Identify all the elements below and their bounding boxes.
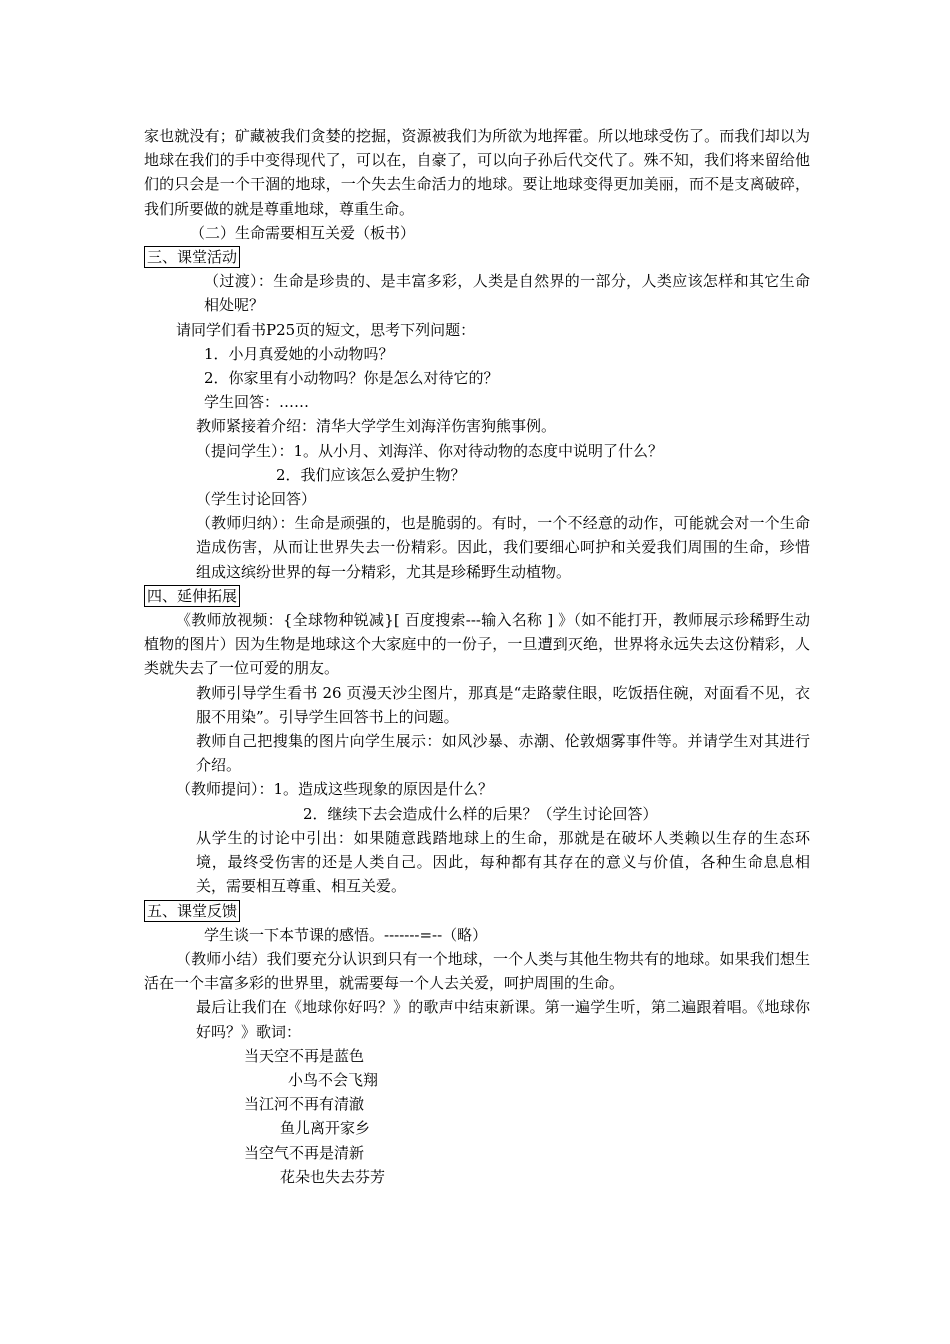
paragraph-guide: 教师引导学生看书 26 页漫天沙尘图片，那真是“走路蒙住眼，吃饭捂住碗，对面看不见，衣服不用染”。引导学生回答书上的问题。 (196, 683, 810, 726)
student-discussion: （学生讨论回答） (196, 490, 317, 509)
teacher-intro: 教师紧接着介绍：清华大学学生刘海洋伤害狗熊事例。 (196, 417, 557, 436)
paragraph-feeling: 学生谈一下本节课的感悟。-------=--（略） (204, 925, 488, 944)
paragraph-earth-injured: 家也就没有；矿藏被我们贪婪的挖掘，资源被我们为所欲为地挥霍。所以地球受伤了。而我们却以为地球在我们的手中变得现代了，可以在，自豪了，可以向子孙后代交代了。殊不知，我们将来留给他们的只会是一个干涸的地球，一个失去生命活力的地球。要让地球变得更加美丽，而不是支离破碎，我们所要做的就是尊重地球，尊重生命。 (144, 127, 810, 218)
ask-students-2: 2．我们应该怎么爱护生物？ (276, 465, 466, 484)
paragraph-conclude: 从学生的讨论中引出：如果随意践踏地球上的生命，那就是在破坏人类赖以生存的生态环境，最终受伤害的还是人类自己。因此，每种都有其存在的意义与价值，各种生命息息相关，需要相互尊重、相互关爱。 (196, 828, 810, 896)
instruction-read: 请同学们看书P25页的短文，思考下列问题： (176, 320, 476, 339)
lyric-line-1: 当天空不再是蓝色 (244, 1046, 365, 1065)
section-heading-4: 四、延伸拓展 (144, 585, 240, 607)
teacher-summary: （教师归纳）：生命是顽强的，也是脆弱的。有时，一个不经意的动作，可能就会对一个生命造成伤害，从而让世界失去一份精彩。因此，我们要细心呵护和关爱我们周围的生命，珍惜组成这缤纷世界的每一分精彩，尤其是珍稀野生动植物。 (196, 514, 810, 581)
teacher-question-1: （教师提问）：1。造成这些现象的原因是什么？ (176, 780, 494, 799)
paragraph-transition: （过渡）：生命是珍贵的、是丰富多彩，人类是自然界的一部分，人类应该怎样和其它生命相处呢？ (204, 272, 810, 315)
section-heading-3: 三、课堂活动 (144, 246, 240, 268)
subheading-care: （二）生命需要相互关爱（板书） (190, 223, 416, 242)
paragraph-show: 教师自己把搜集的图片向学生展示：如风沙暴、赤潮、伦敦烟雾事件等。并请学生对其进行介绍。 (196, 732, 810, 775)
lyric-line-3: 当江河不再有清澈 (244, 1095, 365, 1114)
lyric-line-5: 当空气不再是清新 (244, 1143, 365, 1162)
question-2: 2．你家里有小动物吗？你是怎么对待它的？ (204, 369, 499, 388)
lyric-line-4: 鱼儿离开家乡 (280, 1119, 371, 1138)
paragraph-song: 最后让我们在《地球你好吗？》的歌声中结束新课。第一遍学生听，第二遍跟着唱。《地球你好吗？》歌词： (196, 998, 810, 1041)
lyric-line-6: 花朵也失去芬芳 (280, 1167, 386, 1186)
paragraph-wrap: （教师小结）我们要充分认识到只有一个地球，一个人类与其他生物共有的地球。如果我们想生活在一个丰富多彩的世界里，就需要每一个人去关爱，呵护周围的生命。 (144, 949, 810, 993)
lyric-line-2: 小鸟不会飞翔 (288, 1070, 379, 1089)
teacher-question-2: 2．继续下去会造成什么样的后果？（学生讨论回答） (303, 804, 658, 823)
document-page (144, 124, 810, 1189)
student-answer: 学生回答：…… (204, 393, 310, 412)
section-heading-5: 五、课堂反馈 (144, 900, 240, 922)
paragraph-video: 《教师放视频：{全球物种锐减}[ 百度搜索---输入名称 ] 》（如不能打开，教师展示珍稀野生动植物的图片）因为生物是地球这个大家庭中的一份子，一旦遭到灭绝，世界将永远失去这份精彩，人类就失去了一位可爱的朋友。 (144, 611, 810, 678)
ask-students-1: （提问学生）：1。从小月、刘海洋、你对待动物的态度中说明了什么？ (196, 441, 664, 460)
question-1: 1．小月真爱她的小动物吗？ (204, 344, 394, 363)
